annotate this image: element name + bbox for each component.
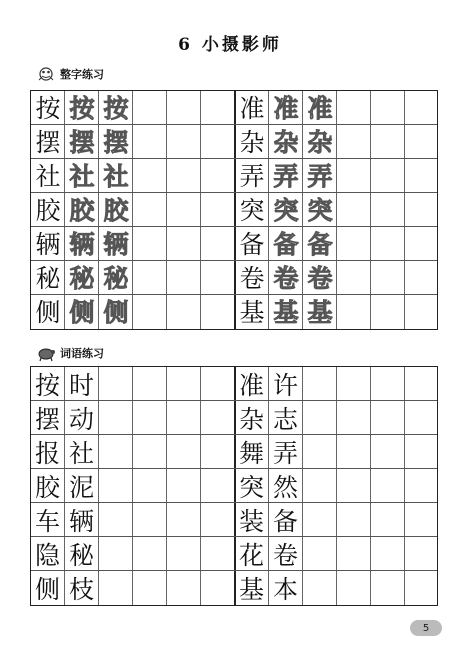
tracing-char: 弄 <box>273 161 299 191</box>
model-char: 卷 <box>239 263 265 293</box>
tracing-char: 卷 <box>307 263 333 293</box>
model-word: 花卷 <box>239 541 308 570</box>
tracing-char: 辆 <box>103 229 129 259</box>
tracing-char: 基 <box>273 297 299 327</box>
model-char: 弄 <box>239 161 265 191</box>
tracing-char: 弄 <box>307 161 333 191</box>
tracing-char: 突 <box>273 195 299 225</box>
tracing-char: 胶 <box>103 195 129 225</box>
tracing-char: 杂 <box>273 127 299 157</box>
model-word: 突然 <box>239 473 308 502</box>
tracing-char: 备 <box>307 229 333 259</box>
tracing-char: 备 <box>273 229 299 259</box>
model-word: 舞弄 <box>239 439 308 468</box>
word-practice-grid <box>30 366 438 606</box>
model-word: 准许 <box>239 371 308 400</box>
model-char: 辆 <box>35 229 61 259</box>
model-char: 摆 <box>35 127 61 157</box>
tracing-char: 摆 <box>69 127 95 157</box>
tracing-char: 突 <box>307 195 333 225</box>
section-label: 整字练习 <box>60 68 104 81</box>
tracing-char: 社 <box>69 161 95 191</box>
model-char: 社 <box>35 161 61 191</box>
tracing-char: 按 <box>69 93 95 123</box>
tracing-char: 秘 <box>103 263 129 293</box>
model-word: 杂志 <box>239 405 308 434</box>
model-char: 按 <box>35 93 61 123</box>
page-title: 6 小摄影师 <box>178 35 282 55</box>
section-header-word-practice <box>36 343 104 363</box>
tracing-char: 摆 <box>103 127 129 157</box>
model-char: 侧 <box>35 297 61 327</box>
model-char: 突 <box>239 195 265 225</box>
model-word: 装备 <box>239 507 308 536</box>
model-char: 杂 <box>239 127 265 157</box>
section-label: 词语练习 <box>60 347 104 360</box>
tracing-char: 准 <box>273 93 299 123</box>
model-char: 基 <box>239 297 265 327</box>
section-header-char-practice <box>36 64 104 84</box>
tracing-char: 基 <box>307 297 333 327</box>
tracing-char: 辆 <box>69 229 95 259</box>
tracing-char: 秘 <box>69 263 95 293</box>
tracing-char: 社 <box>103 161 129 191</box>
model-word: 胶泥 <box>35 473 104 502</box>
model-word: 摆动 <box>35 405 104 434</box>
model-word: 隐秘 <box>35 541 104 570</box>
turtle-icon <box>36 343 56 363</box>
model-char: 准 <box>239 93 265 123</box>
tracing-char: 胶 <box>69 195 95 225</box>
tracing-char: 杂 <box>307 127 333 157</box>
page-number: 5 <box>410 620 442 636</box>
model-char: 秘 <box>35 263 61 293</box>
model-word: 车辆 <box>35 507 104 536</box>
char-practice-grid <box>30 90 438 330</box>
model-word: 基本 <box>239 575 308 604</box>
tracing-char: 准 <box>307 93 333 123</box>
model-word: 按时 <box>35 371 104 400</box>
model-char: 胶 <box>35 195 61 225</box>
model-char: 备 <box>239 229 265 259</box>
model-word: 侧枝 <box>35 575 104 604</box>
tracing-char: 卷 <box>273 263 299 293</box>
model-word: 报社 <box>35 439 104 468</box>
frog-icon <box>36 64 56 84</box>
tracing-char: 按 <box>103 93 129 123</box>
tracing-char: 侧 <box>69 297 95 327</box>
tracing-char: 侧 <box>103 297 129 327</box>
